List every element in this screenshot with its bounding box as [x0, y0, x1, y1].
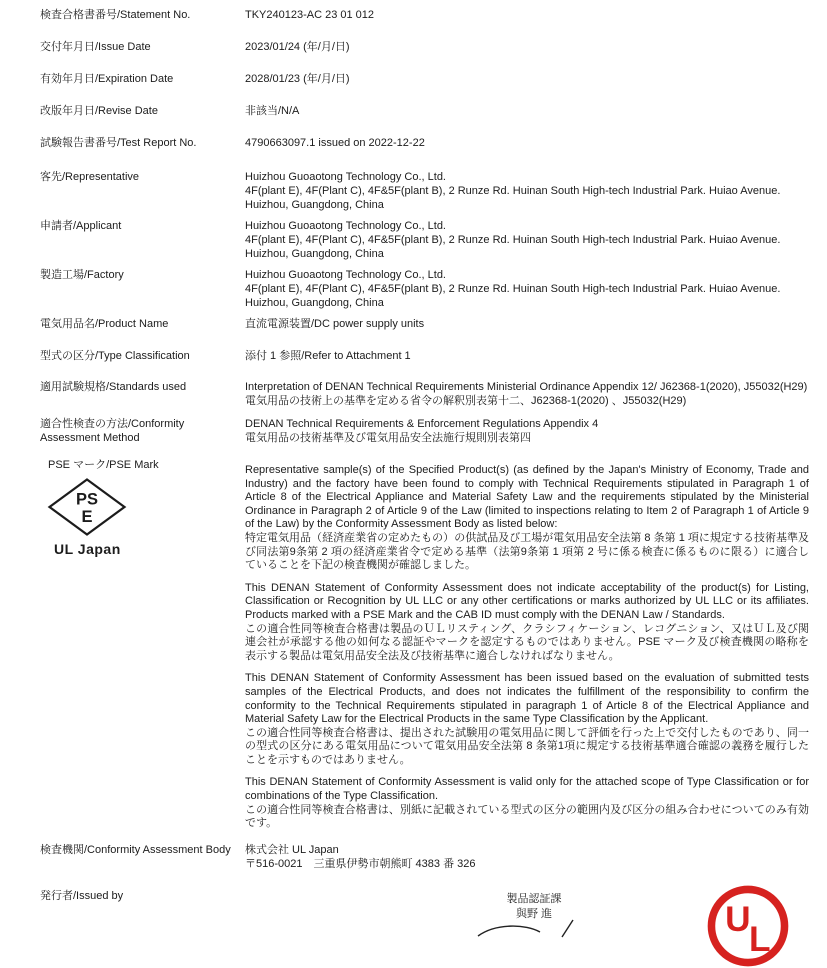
field-value: 直流電源装置/DC power supply units [245, 318, 425, 330]
party-label: 製造工場/Factory [40, 269, 124, 281]
statement-english: Representative sample(s) of the Specified Product(s) (as defined by the Japan's Ministry of Economy, Trade and Industry) and the factory have been found to comply with Technical Requirements stipulated in Paragraph 1 of Article 8 of the Electrical Appliance and Material Safety Law and the requirements stipulated by the Ministerial Ordinance in Paragraph 2 of Article 9 of the Law (limited to inspections relating to Item 2 of Paragraph 1 of Article 9 of the Law) by the Conformity Assessment Body as listed below: [245, 464, 809, 531]
statement-english: This DENAN Statement of Conformity Assessment has been issued based on the evaluation of submitted tests samples of the Electrical Products, and does not indicates the fulfillment of the responsibility to confirm the conformity to the Technical Requirements stipulated in paragraph 1 of Article 8 of the Electrical Appliance and Material Safety Law for the Electrical Products in the same Type Classification by the Applicant. [245, 672, 809, 726]
statement-japanese: 特定電気用品（経済産業省の定めたもの）の供試品及び工場が電気用品安全法第 8 条第 1 項に規定する技術基準及び同法第9条第 2 項の経済産業省令で定める基準（法第9条第 1 項第 2 号に係る検査に係るものに限る）に適合していることを下記の検査機関が確認しました。 [245, 531, 809, 572]
pse-mark-text-e: E [81, 508, 93, 526]
cab-label: 検査機関/Conformity Assessment Body [40, 843, 231, 856]
statement-paragraph [245, 582, 809, 664]
statements-column [245, 458, 809, 831]
ul-logo-icon [706, 884, 790, 968]
statement-paragraph [245, 672, 809, 767]
field-value: TKY240123-AC 23 01 012 [245, 9, 375, 21]
field-row-test-report-no [0, 136, 827, 150]
statement-english: This DENAN Statement of Conformity Assessment does not indicate acceptability of the product(s) for Listing, Classification or Recognition by UL LLC or any other certifications or marks authorized by UL LLC or its affiliates. Products marked with a PSE Mark and the CAB ID must comply with the DENAN Law / Standards. [245, 581, 809, 621]
statement-paragraph [245, 464, 809, 573]
method-japanese: 電気用品の技術基準及び電気用品安全法施行規則別表第四 [245, 432, 531, 444]
cab-address: 〒516-0021 三重県伊勢市朝熊町 4383 番 326 [245, 857, 476, 870]
standards-japanese: 電気用品の技術上の基準を定める省令の解釈別表第十二、J62368-1(2020) 、J55032(H29) [245, 395, 687, 407]
issued-by-row [0, 889, 827, 903]
party-label: 申請者/Applicant [40, 220, 122, 232]
statement-paragraph [245, 776, 809, 830]
party-value [245, 170, 809, 212]
field-row-revise-date [0, 104, 827, 118]
party-company: Huizhou Guoaotong Technology Co., Ltd. [245, 269, 446, 281]
signature-icon [474, 922, 594, 938]
field-row-issue-date [0, 40, 827, 54]
cab-value [245, 843, 809, 871]
party-address: 4F(plant E), 4F(Plant C), 4F&5F(plant B), 2 Runze Rd. Huinan South High-tech Industrial Park. Huiao Avenue. Huizhou, Guangdong, China [245, 185, 781, 211]
standards-english: Interpretation of DENAN Technical Requirements Ministerial Ordinance Appendix 12/ J62368-1(2020), J55032(H29) [245, 381, 808, 393]
field-value [245, 417, 809, 445]
field-label: 型式の区分/Type Classification [40, 350, 190, 362]
field-label: 有効年月日/Expiration Date [40, 73, 174, 85]
field-label: 適合性検査の方法/Conformity Assessment Method [40, 418, 185, 444]
pse-body-name: UL Japan [54, 541, 121, 557]
issued-by-label: 発行者/Issued by [40, 889, 124, 902]
pse-mark-block [40, 458, 245, 831]
field-row-product-name [0, 317, 827, 331]
field-row-statement-no [0, 8, 827, 22]
field-label: 交付年月日/Issue Date [40, 41, 151, 53]
pse-diamond-mark-icon [48, 478, 126, 536]
field-label: 改版年月日/Revise Date [40, 105, 158, 117]
field-value [245, 380, 809, 408]
party-address: 4F(plant E), 4F(Plant C), 4F&5F(plant B), 2 Runze Rd. Huinan South High-tech Industrial Park. Huiao Avenue. Huizhou, Guangdong, China [245, 283, 781, 309]
field-value: 4790663097.1 issued on 2022-12-22 [245, 137, 425, 149]
division-label: 製品認証課 [506, 893, 562, 905]
party-row-representative [0, 170, 827, 212]
field-value: 添付 1 参照/Refer to Attachment 1 [245, 350, 411, 362]
ul-logo-letter-l: L [748, 920, 771, 960]
signer-name: 與野 進 [515, 908, 553, 920]
party-company: Huizhou Guoaotong Technology Co., Ltd. [245, 220, 446, 232]
party-company: Huizhou Guoaotong Technology Co., Ltd. [245, 171, 446, 183]
field-label: 試験報告書番号/Test Report No. [40, 137, 197, 149]
cab-name: 株式会社 UL Japan [245, 843, 339, 856]
field-row-type-classification [0, 349, 827, 363]
field-value: 2028/01/23 (年/月/日) [245, 73, 350, 85]
party-row-factory [0, 268, 827, 310]
pse-mark-text-ps: PS [75, 490, 99, 509]
statement-japanese: この適合性同等検査合格書は、提出された試験用の電気用品に関して評価を行った上で交付したものであり、同一の型式の区分にある電気用品について電気用品安全法第 8 条第1項に規定する技術基準適合確認の義務を履行したことを示すものではありません。 [245, 726, 809, 766]
statement-japanese: この適合性同等検査合格書は製品のＵＬリスティング、クラシフィケーション、レコグニション、又はＵＬ及び関連会社が承認する他の如何なる認証やマークを認定するものではありません。PSE マーク及び検査機関の略称を表示する製品は電気用品安全法及び技術基準に適合しなければなりません。 [245, 622, 809, 662]
statement-english: This DENAN Statement of Conformity Assessment is valid only for the attached scope of Type Classification or for combinations of the Type Classification. [245, 776, 809, 803]
field-label: 検査合格書番号/Statement No. [40, 9, 191, 21]
party-value [245, 268, 809, 310]
field-value: 非該当/N/A [245, 105, 300, 117]
pse-mark-label: PSE マーク/PSE Mark [48, 459, 159, 471]
signature-block [468, 892, 600, 938]
field-label: 電気用品名/Product Name [40, 318, 169, 330]
field-row-standards-used [0, 380, 827, 408]
field-value: 2023/01/24 (年/月/日) [245, 41, 350, 53]
method-english: DENAN Technical Requirements & Enforcement Regulations Appendix 4 [245, 418, 599, 430]
statement-japanese: この適合性同等検査合格書は、別紙に記載されている型式の区分の範囲内及び区分の組み合わせについてのみ有効です。 [245, 803, 809, 830]
field-row-expiration-date [0, 72, 827, 86]
party-address: 4F(plant E), 4F(Plant C), 4F&5F(plant B), 2 Runze Rd. Huinan South High-tech Industrial Park. Huiao Avenue. Huizhou, Guangdong, China [245, 234, 781, 260]
pse-and-statements-section [0, 458, 827, 831]
field-row-assessment-method [0, 417, 827, 445]
party-value [245, 219, 809, 261]
conformity-assessment-body-row [0, 843, 827, 871]
ul-logo-letter-u: U [725, 900, 751, 940]
party-label: 客先/Representative [40, 171, 140, 183]
field-label: 適用試験規格/Standards used [40, 381, 187, 393]
party-row-applicant [0, 219, 827, 261]
